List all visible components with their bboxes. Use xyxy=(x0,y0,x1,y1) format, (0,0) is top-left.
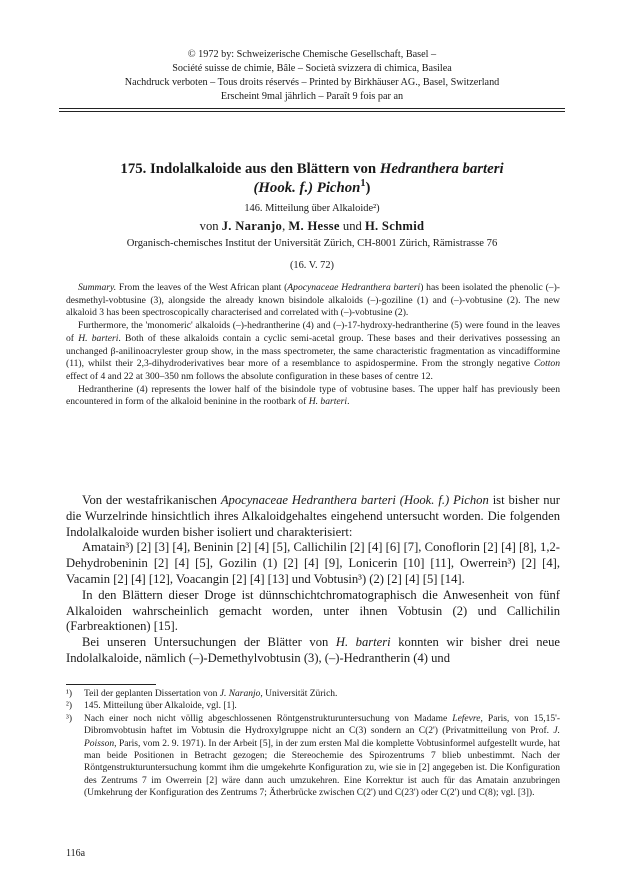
authors-prefix: von xyxy=(199,219,222,233)
header-rule-bottom xyxy=(59,111,565,112)
summary-text: effect of 4 and 22 at 300–350 nm follows the absolute configuration in these bases of centre 12. xyxy=(66,370,433,382)
article-subtitle: 146. Mitteilung über Alkaloide²) xyxy=(244,203,380,214)
author-hesse: M. Hesse xyxy=(288,219,340,233)
summary-italic: H. barteri xyxy=(78,332,119,344)
author-line xyxy=(60,219,564,234)
footnote-text: 145. Mitteilung über Alkaloide, vgl. [1]. xyxy=(84,701,237,712)
footnote-rule xyxy=(66,684,156,685)
footnote-3 xyxy=(66,713,560,800)
title-footnote-ref: 1 xyxy=(360,178,366,190)
body-text-run: ist bisher nur die Wurzelrinde hinsichtlich ihres Alkaloidgehaltes eingehend untersucht worden. Die folgenden Indolalkaloide wurden bisher isoliert und charakterisiert: xyxy=(66,493,560,539)
footnote-italic: J. Poisson xyxy=(84,726,560,749)
title-authority: (Hook. f.) Pichon xyxy=(253,180,361,196)
footnote-text xyxy=(84,713,560,800)
body-paragraph-4 xyxy=(66,635,560,667)
title-prefix: 175. Indolalkaloide aus den Blättern von xyxy=(120,161,380,177)
summary-text: From the leaves of the West African plant ( xyxy=(116,282,288,293)
summary-italic: Cotton xyxy=(533,358,560,370)
summary-paragraph-3 xyxy=(66,384,560,409)
article-title-line2 xyxy=(60,179,564,197)
body-paragraph-2: Amatain³) [2] [3] [4], Beninin [2] [4] [5], Callichilin [2] [4] [6] [7], Conoflorin [2] [4] [8], 1,2-Dehydrobeninin [2] [4] [5], Gozilin (1) [2] [4] [9], Lonicerin [10] [11], Owerrein³) [2] [4], Vacamin [2] [4] [12], Voacangin [2] [4] [13] und Vobtusin³) (2) [2] [4] [5] [14]. xyxy=(66,540,560,586)
footnote-marker: ²) xyxy=(66,701,73,712)
footnotes xyxy=(66,688,560,800)
summary-text: . Both of these alkaloids contain a cyclic semi-acetal group. These bases and their derivatives possessing an unchanged β-anilinoacrylester group show, in the mass spectrometer, the same characteristic fragmentation as vincadifformine (11), whilst their 2,3-dihydroderivatives bear more of a resemblance to aspidospermine. From the strongly negative xyxy=(66,332,561,370)
summary-label: Summary. xyxy=(78,282,117,293)
summary-text: Furthermore, the 'monomeric' alkaloids (–)-hedrantherine (4) and (–)-17-hydroxy-hedrantherine (5) were found in the leaves of xyxy=(66,320,560,344)
footnote-text xyxy=(84,688,560,700)
footnote-italic: J. Naranjo xyxy=(219,689,261,699)
body-text-run: konnten wir bisher drei neue Indolalkaloide, nämlich (–)-Demethylvobtusin (3), (–)-Hedrantherin (4) und xyxy=(66,635,560,665)
footnote-marker: ³) xyxy=(66,713,73,724)
summary-italic: H. barteri xyxy=(308,396,348,408)
authors-separator: und xyxy=(339,219,365,233)
body-italic-run: Apocynaceae Hedranthera barteri (Hook. f.) Pichon xyxy=(220,493,489,507)
summary-block xyxy=(66,282,560,409)
page-signature: 116a xyxy=(66,848,86,859)
summary-text: ) has been isolated the phenolic (–)-desmethyl-vobtusine (3), alongside the already known bisindole alkaloids (–)-goziline (1) and (–)-vobtusine (2). The new alkaloid 3 has been spectroscopically characterised and correlated with (–)-vobtusine (2). xyxy=(66,282,560,319)
footnote-run: Nach einer noch nicht völlig abgeschlossenen Röntgenstrukturuntersuchung von Madame xyxy=(84,713,453,724)
summary-italic: Apocynaceae Hedranthera barteri xyxy=(287,282,421,293)
summary-text: Hedrantherine (4) represents the lower half of the bisindole type of vobtusine bases. The upper half has previously been encountered in form of the alkaloid beninine in the rootbark of xyxy=(66,383,560,408)
body-text-run: Von der westafrikanischen xyxy=(82,493,221,507)
author-naranjo: J. Naranjo xyxy=(221,219,283,233)
summary-text: . xyxy=(347,396,350,408)
author-schmid: H. Schmid xyxy=(364,219,425,233)
society-names-line: Société suisse de chimie, Bâle – Società svizzera di chimica, Basilea xyxy=(172,63,452,74)
frequency-line: Erscheint 9mal jährlich – Paraît 9 fois par an xyxy=(220,91,404,102)
footnote-2 xyxy=(66,700,560,712)
copyright-line: © 1972 by: Schweizerische Chemische Gesellschaft, Basel – xyxy=(187,49,437,60)
article-title-line1 xyxy=(60,160,564,178)
body-text xyxy=(66,493,560,667)
body-paragraph-1 xyxy=(66,493,560,540)
rights-line: Nachdruck verboten – Tous droits réservés – Printed by Birkhäuser AG., Basel, Switzerland xyxy=(124,77,500,88)
footnote-run: , Paris, von 15,15'-Dibromvobtusin haftet im Vobtusin die Hydroxylgruppe nicht an C(3) sondern an C(2') (Privatmitteilung von Prof. xyxy=(84,713,560,737)
footnote-marker: ¹) xyxy=(66,689,73,699)
body-paragraph-3: In den Blättern dieser Droge ist dünnschichtchromatographisch die Anwesenheit von fünf Alkaloiden wahrscheinlich gemacht worden, unter ihnen Vobtusin (2) und Callichilin (Farbreaktionen) [15]. xyxy=(66,587,560,634)
header-rule-top xyxy=(59,108,565,109)
footnote-run: , Universität Zürich. xyxy=(260,689,338,699)
footnote-run: , Paris, vom 2. 9. 1971). In der Arbeit [5], in der zum ersten Mal die komplette Vobtusinformel aufgestellt wurde, hat man beide Positionen in Betracht gezogen; die Stereochemie des Spirozentrums 7 blieb unbestimmt. Nach der Röntgenstrukturuntersuchung kommt ihm die umgekehrte Konfiguration zu, wie sie in [2] angegeben ist. Die Konfiguration des Zentrums 7 im Owerrein [2] wäre dann auch umzukehren. Eine Korrektur ist auch für das Amatain anzubringen (Umkehrung der Konfiguration des Zentrums 7; Ätherbrücke zwischen C(2') und C(23') oder C(2') und C(8); vgl. [3]). xyxy=(84,738,560,799)
body-italic-run: H. barteri xyxy=(335,635,391,650)
summary-paragraph-2 xyxy=(66,320,560,384)
title-footnote-paren: ) xyxy=(365,180,371,196)
footnote-1 xyxy=(66,688,560,700)
body-text-run: Bei unseren Untersuchungen der Blätter von xyxy=(82,635,336,650)
summary-paragraph-1 xyxy=(66,282,560,320)
title-species: Hedranthera barteri xyxy=(379,161,504,177)
authors-separator: , xyxy=(282,219,289,233)
received-date: (16. V. 72) xyxy=(289,260,335,271)
footnote-italic: Lefevre xyxy=(452,713,481,724)
footnote-run: Teil der geplanten Dissertation von xyxy=(84,689,220,699)
institution-address: Organisch-chemisches Institut der Universität Zürich, CH-8001 Zürich, Rämistrasse 76 xyxy=(126,238,498,249)
